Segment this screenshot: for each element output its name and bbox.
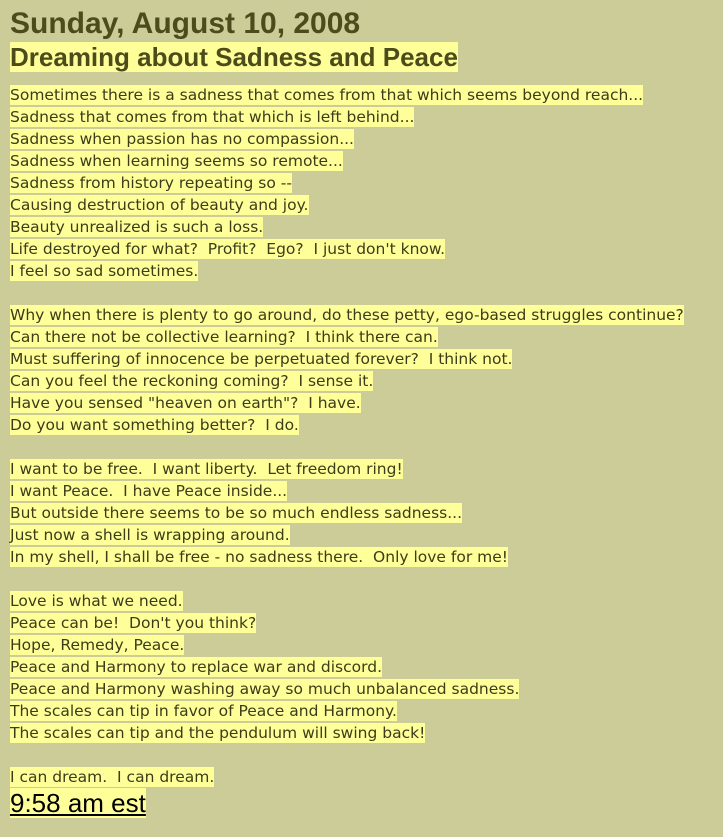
post-title — [10, 42, 723, 72]
poem-line — [10, 370, 723, 392]
poem-line-text: The scales can tip in favor of Peace and Harmony. — [10, 702, 397, 720]
poem-line — [10, 678, 723, 700]
poem-line — [10, 590, 723, 612]
stanza-4 — [10, 590, 723, 744]
post-timestamp-link[interactable]: 9:58 am est — [10, 788, 146, 818]
poem-line-text: Causing destruction of beauty and joy. — [10, 196, 309, 214]
stanza-3 — [10, 458, 723, 568]
poem-line — [10, 128, 723, 150]
poem-line — [10, 414, 723, 436]
poem-line-text: But outside there seems to be so much endless sadness... — [10, 504, 463, 522]
poem-line-text: I can dream. I can dream. — [10, 768, 215, 786]
poem-line — [10, 502, 723, 524]
poem-line — [10, 106, 723, 128]
poem-line-text: The scales can tip and the pendulum will swing back! — [10, 724, 426, 742]
poem-line-text: Have you sensed "heaven on earth"? I have. — [10, 394, 361, 412]
poem-line-text: Life destroyed for what? Profit? Ego? I just don't know. — [10, 240, 446, 258]
poem-line-text: Love is what we need. — [10, 592, 183, 610]
stanza-5 — [10, 766, 723, 788]
stanza-2 — [10, 304, 723, 436]
poem-line — [10, 612, 723, 634]
poem-line — [10, 238, 723, 260]
poem-line — [10, 150, 723, 172]
poem-line — [10, 766, 723, 788]
poem-line-text: Just now a shell is wrapping around. — [10, 526, 290, 544]
poem-line-text: I want Peace. I have Peace inside... — [10, 482, 288, 500]
poem-line — [10, 216, 723, 238]
poem-line — [10, 546, 723, 568]
poem-line-text: Beauty unrealized is such a loss. — [10, 218, 264, 236]
poem-line-text: Can there not be collective learning? I think there can. — [10, 328, 438, 346]
poem-line-text: Peace can be! Don't you think? — [10, 614, 257, 632]
poem-line-text: Sadness when learning seems so remote... — [10, 152, 343, 170]
poem-line-text: Peace and Harmony washing away so much unbalanced sadness. — [10, 680, 520, 698]
poem-line — [10, 194, 723, 216]
poem-line — [10, 634, 723, 656]
poem-line — [10, 458, 723, 480]
poem-line-text: Must suffering of innocence be perpetuated forever? I think not. — [10, 350, 513, 368]
poem-line — [10, 172, 723, 194]
poem-line — [10, 722, 723, 744]
poem-line — [10, 84, 723, 106]
poem-line-text: Sadness from history repeating so -- — [10, 174, 292, 192]
poem-line-text: In my shell, I shall be free - no sadness there. Only love for me! — [10, 548, 508, 566]
stanza-1 — [10, 84, 723, 282]
poem-line — [10, 700, 723, 722]
date-header: Sunday, August 10, 2008 — [10, 7, 361, 40]
poem-line-text: Sadness when passion has no compassion... — [10, 130, 354, 148]
poem-line-text: Hope, Remedy, Peace. — [10, 636, 185, 654]
poem-line-text: I feel so sad sometimes. — [10, 262, 199, 280]
poem-line — [10, 326, 723, 348]
poem-line-text: I want to be free. I want liberty. Let freedom ring! — [10, 460, 403, 478]
poem-line — [10, 260, 723, 282]
post-body — [10, 84, 723, 788]
poem-line-text: Why when there is plenty to go around, do these petty, ego-based struggles continue? — [10, 306, 684, 324]
poem-line — [10, 304, 723, 326]
poem-line — [10, 524, 723, 546]
poem-line-text: Can you feel the reckoning coming? I sense it. — [10, 372, 374, 390]
post-title-text: Dreaming about Sadness and Peace — [10, 42, 458, 72]
poem-line — [10, 480, 723, 502]
poem-line — [10, 348, 723, 370]
poem-line — [10, 656, 723, 678]
poem-line-text: Peace and Harmony to replace war and discord. — [10, 658, 382, 676]
poem-line-text: Do you want something better? I do. — [10, 416, 299, 434]
poem-line-text: Sometimes there is a sadness that comes from that which seems beyond reach... — [10, 86, 644, 104]
poem-line-text: Sadness that comes from that which is left behind... — [10, 108, 415, 126]
poem-line — [10, 392, 723, 414]
